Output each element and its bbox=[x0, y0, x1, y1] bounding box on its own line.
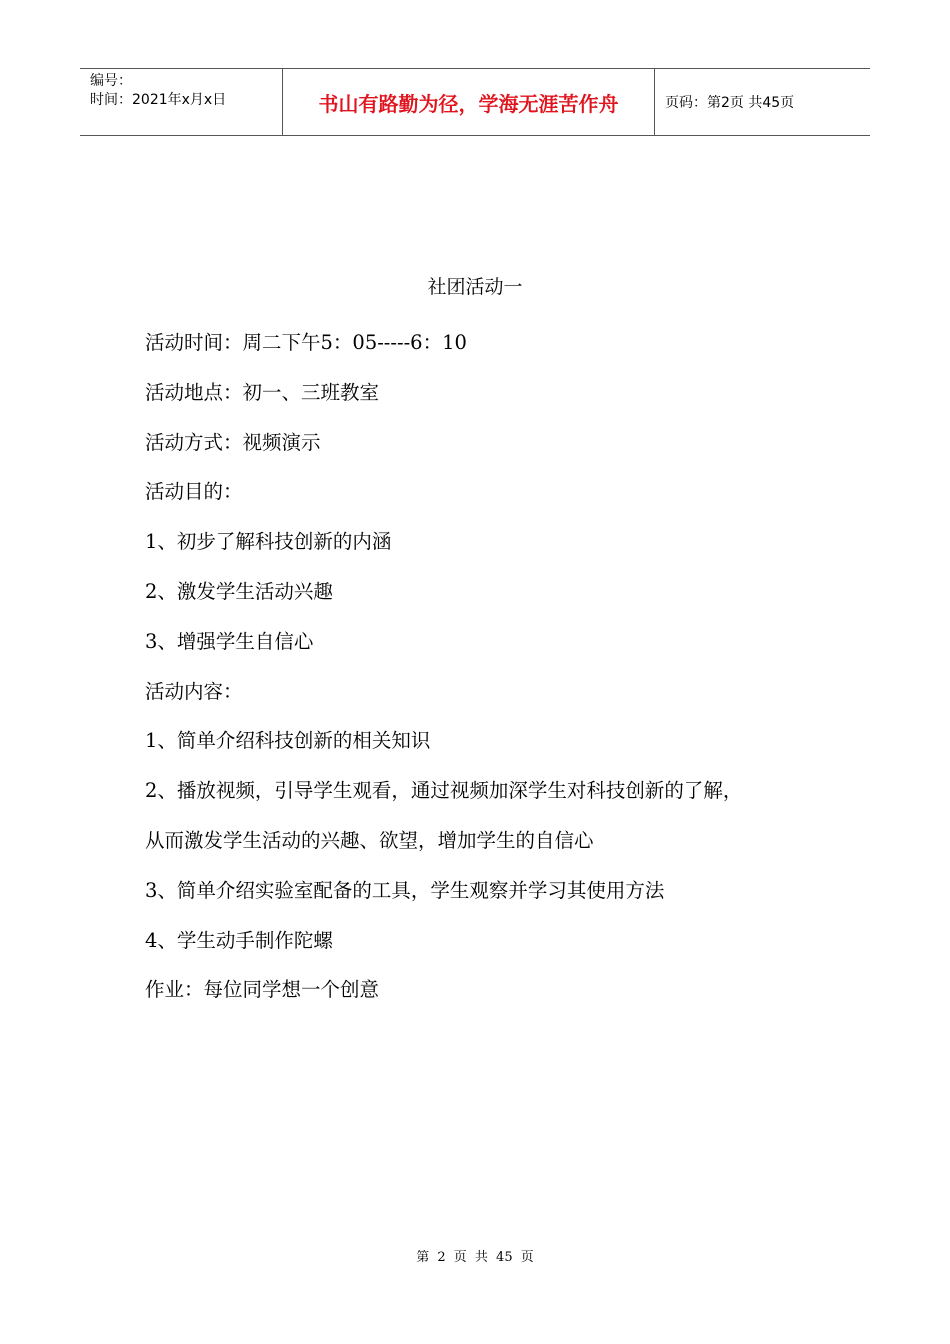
header-motto bbox=[282, 69, 655, 135]
document-body bbox=[145, 318, 845, 1015]
activity-method: 活动方式：视频演示 bbox=[145, 430, 321, 454]
homework: 作业：每位同学想一个创意 bbox=[145, 978, 380, 1002]
page-footer: 第 2 页 共 45 页 bbox=[416, 1250, 534, 1265]
purpose-item-3: 3、增强学生自信心 bbox=[145, 629, 314, 653]
motto-text: 书山有路勤为径，学海无涯苦作舟 bbox=[318, 91, 619, 116]
page-header bbox=[80, 68, 870, 136]
purpose-item-2: 2、激发学生活动兴趣 bbox=[145, 579, 333, 603]
content-item-2-continued: 从而激发学生活动的兴趣、欲望，增加学生的自信心 bbox=[145, 828, 594, 852]
header-page-info bbox=[655, 69, 870, 135]
activity-location: 活动地点：初一、三班教室 bbox=[145, 380, 380, 404]
activity-purpose-heading: 活动目的： bbox=[145, 480, 243, 504]
content-item-3: 3、简单介绍实验室配备的工具，学生观察并学习其使用方法 bbox=[145, 878, 665, 902]
page-info-text: 页码：第2页 共45页 bbox=[665, 95, 795, 111]
document-number-label: 编号： bbox=[90, 73, 132, 89]
activity-content-heading: 活动内容： bbox=[145, 679, 243, 703]
document-title: 社团活动一 bbox=[427, 276, 523, 298]
content-item-2: 2、播放视频，引导学生观看，通过视频加深学生对科技创新的了解， bbox=[145, 779, 743, 803]
content-item-1: 1、简单介绍科技创新的相关知识 bbox=[145, 729, 431, 753]
document-date: 时间：2021年x月x日 bbox=[90, 92, 227, 108]
activity-time: 活动时间：周二下午5：05-----6：10 bbox=[145, 331, 467, 354]
content-item-4: 4、学生动手制作陀螺 bbox=[145, 928, 333, 952]
purpose-item-1: 1、初步了解科技创新的内涵 bbox=[145, 530, 392, 554]
header-meta bbox=[80, 69, 282, 135]
